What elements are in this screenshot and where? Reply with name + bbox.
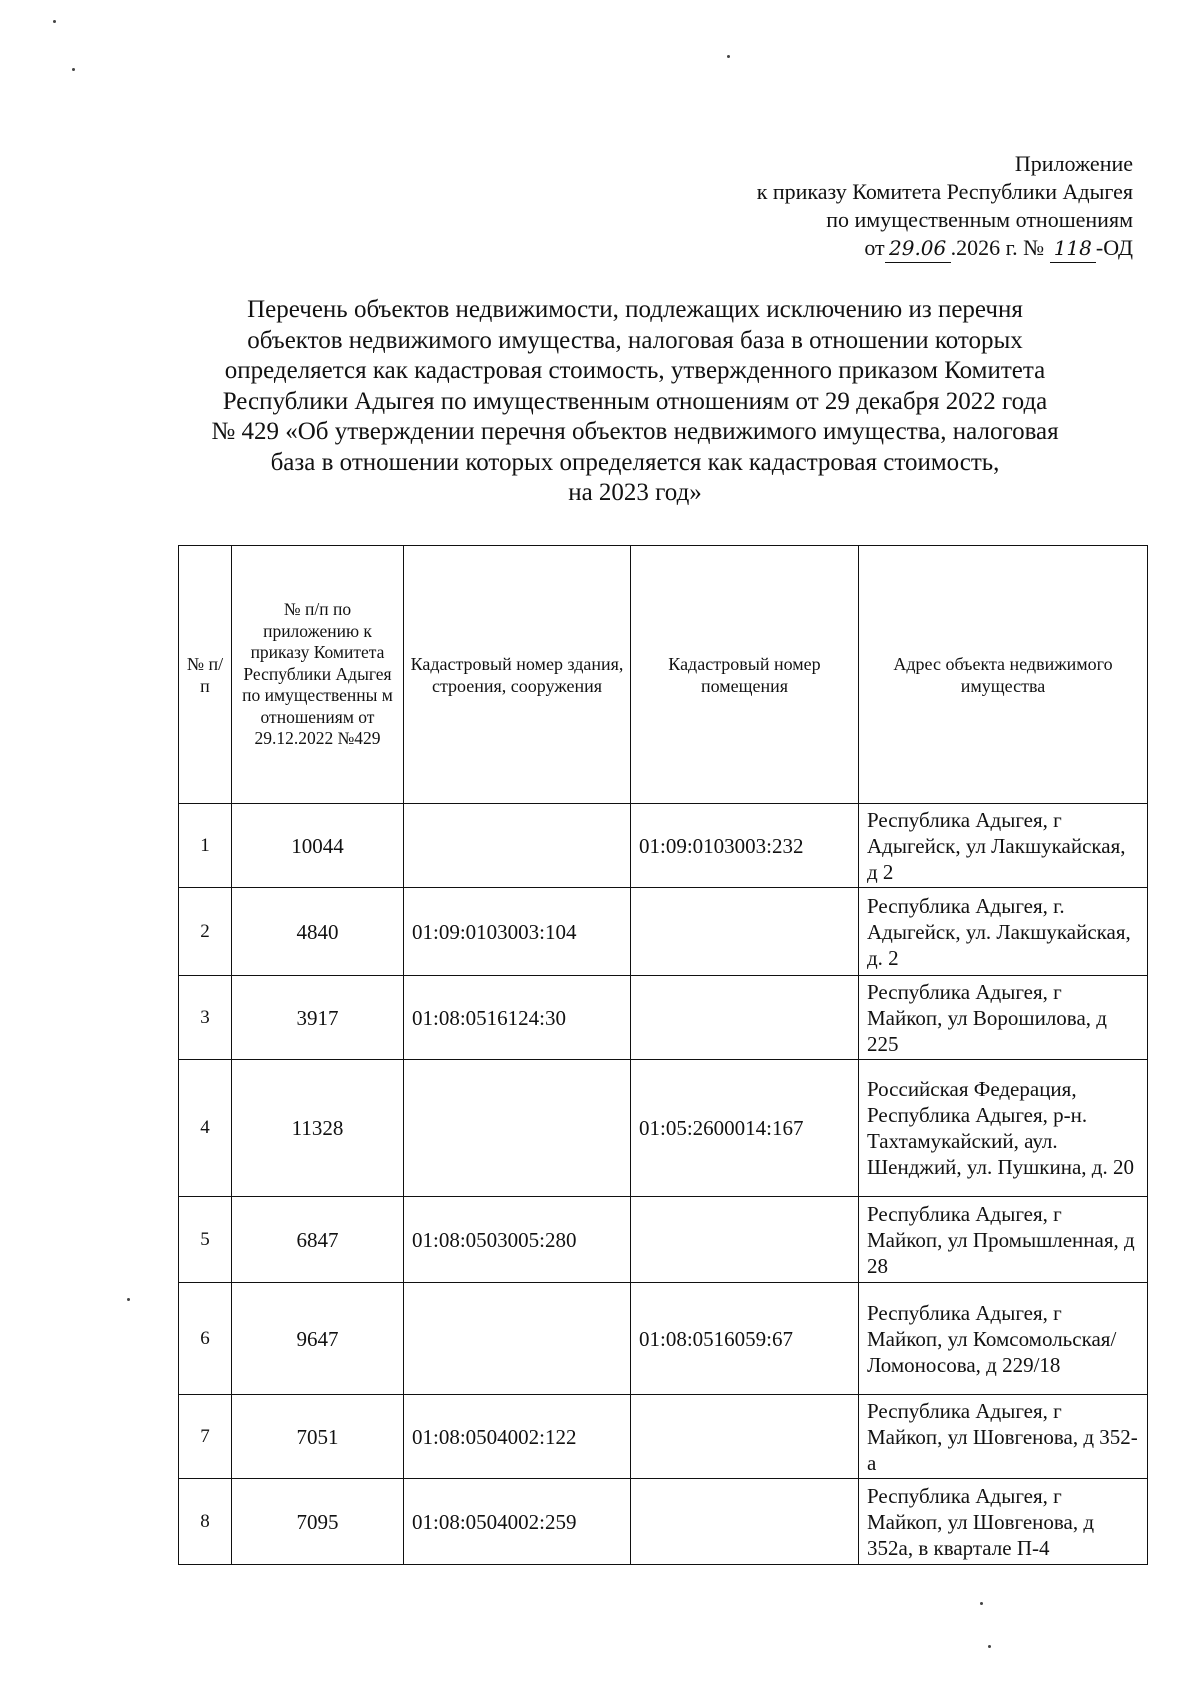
cell-building-cadastral (404, 1060, 631, 1197)
cell-appendix-number: 10044 (232, 804, 404, 888)
title-line: на 2023 год» (568, 479, 702, 506)
appendix-header (757, 150, 1133, 263)
cell-building-cadastral: 01:08:0516124:30 (404, 976, 631, 1060)
scan-speck (727, 55, 730, 58)
cell-premises-cadastral: 01:09:0103003:232 (631, 804, 859, 888)
cell-appendix-number: 7051 (232, 1395, 404, 1479)
cell-row-number: 2 (179, 888, 232, 976)
appendix-committee: по имущественным отношениям (826, 207, 1133, 232)
cell-building-cadastral (404, 1283, 631, 1395)
header-premises-cadastral: Кадастровый номер помещения (631, 546, 859, 804)
cell-building-cadastral: 01:08:0504002:259 (404, 1479, 631, 1565)
table-row (179, 1395, 1148, 1479)
title-line: определяется как кадастровая стоимость, утвержденного приказом Комитета (224, 357, 1046, 384)
cell-building-cadastral (404, 804, 631, 888)
title-line: объектов недвижимого имущества, налоговая база в отношении которых (247, 326, 1023, 354)
cell-building-cadastral: 01:08:0503005:280 (404, 1197, 631, 1283)
cell-address: Российская Федерация, Республика Адыгея, р-н. Тахтамукайский, аул. Шенджий, ул. Пушкина, д. 20 (859, 1060, 1148, 1197)
cell-address: Республика Адыгея, г Майкоп, ул Ворошилова, д 225 (859, 976, 1148, 1060)
scan-speck (53, 20, 56, 23)
table-row (179, 976, 1148, 1060)
cell-appendix-number: 11328 (232, 1060, 404, 1197)
cell-premises-cadastral (631, 1197, 859, 1283)
cell-row-number: 8 (179, 1479, 232, 1565)
cell-premises-cadastral (631, 888, 859, 976)
cell-building-cadastral: 01:09:0103003:104 (404, 888, 631, 976)
property-table (178, 545, 1148, 1565)
header-address: Адрес объекта недвижимого имущества (859, 546, 1148, 804)
cell-premises-cadastral: 01:05:2600014:167 (631, 1060, 859, 1197)
handwritten-date: 29.06 (885, 234, 951, 263)
cell-appendix-number: 4840 (232, 888, 404, 976)
cell-row-number: 1 (179, 804, 232, 888)
header-row-number: № п/п (179, 546, 232, 804)
table-row (179, 1283, 1148, 1395)
date-prefix: от (864, 235, 885, 260)
scan-speck (127, 1298, 130, 1301)
cell-address: Республика Адыгея, г Майкоп, ул Промышленная, д 28 (859, 1197, 1148, 1283)
appendix-date-number (757, 234, 1133, 263)
cell-appendix-number: 3917 (232, 976, 404, 1060)
scan-speck (72, 68, 75, 71)
table-row (179, 1479, 1148, 1565)
table-row (179, 888, 1148, 976)
title-line: Республики Адыгея по имущественным отношениям от 29 декабря 2022 года (222, 387, 1048, 415)
cell-appendix-number: 9647 (232, 1283, 404, 1395)
table-header-row (179, 546, 1148, 804)
table-row (179, 1060, 1148, 1197)
appendix-label: Приложение (1014, 151, 1133, 176)
cell-row-number: 7 (179, 1395, 232, 1479)
date-suffix: .2026 г. № (950, 235, 1045, 260)
cell-row-number: 5 (179, 1197, 232, 1283)
cell-address: Республика Адыгея, г Адыгейск, ул Лакшукайская, д 2 (859, 804, 1148, 888)
cell-building-cadastral: 01:08:0504002:122 (404, 1395, 631, 1479)
document-title (190, 295, 1080, 509)
cell-address: Республика Адыгея, г Майкоп, ул Шовгенова, д 352-а (859, 1395, 1148, 1479)
cell-premises-cadastral (631, 1479, 859, 1565)
title-line: Перечень объектов недвижимости, подлежащих исключению из перечня (247, 296, 1023, 323)
scan-speck (988, 1645, 991, 1648)
header-building-cadastral: Кадастровый номер здания, строения, сооружения (404, 546, 631, 804)
handwritten-number: 118 (1050, 234, 1096, 263)
number-suffix: -ОД (1095, 235, 1133, 260)
table-row (179, 1197, 1148, 1283)
table-row (179, 804, 1148, 888)
title-line: база в отношении которых определяется как кадастровая стоимость, (270, 448, 1000, 476)
cell-row-number: 4 (179, 1060, 232, 1197)
cell-row-number: 6 (179, 1283, 232, 1395)
cell-premises-cadastral (631, 1395, 859, 1479)
scan-speck (980, 1602, 983, 1605)
cell-address: Республика Адыгея, г Майкоп, ул Комсомольская/Ломоносова, д 229/18 (859, 1283, 1148, 1395)
cell-appendix-number: 6847 (232, 1197, 404, 1283)
appendix-order-ref: к приказу Комитета Республики Адыгея (756, 179, 1133, 204)
title-line: № 429 «Об утверждении перечня объектов недвижимого имущества, налоговая (211, 418, 1059, 445)
cell-row-number: 3 (179, 976, 232, 1060)
cell-premises-cadastral: 01:08:0516059:67 (631, 1283, 859, 1395)
cell-address: Республика Адыгея, г. Адыгейск, ул. Лакшукайская, д. 2 (859, 888, 1148, 976)
header-appendix-number: № п/п по приложению к приказу Комитета Республики Адыгея по имущественны м отношениям от 29.12.2022 №429 (232, 546, 404, 804)
cell-premises-cadastral (631, 976, 859, 1060)
cell-address: Республика Адыгея, г Майкоп, ул Шовгенова, д 352а, в квартале П-4 (859, 1479, 1148, 1565)
cell-appendix-number: 7095 (232, 1479, 404, 1565)
